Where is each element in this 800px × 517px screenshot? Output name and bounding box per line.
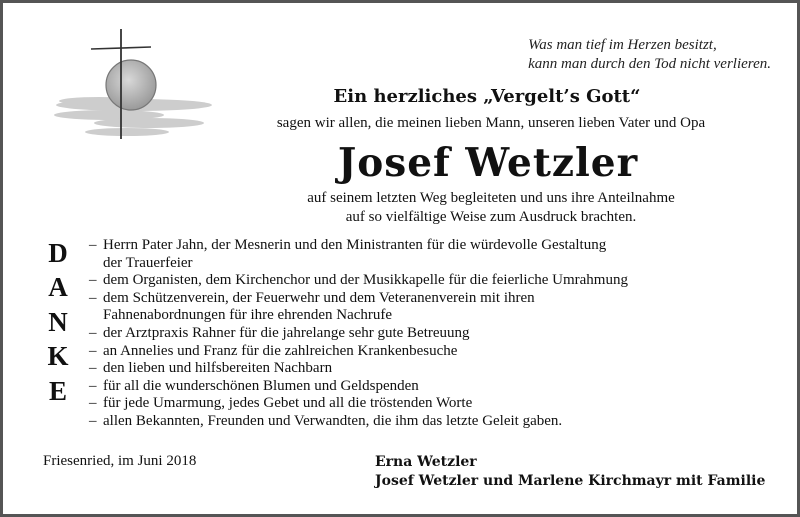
thanks-text: dem Organisten, dem Kirchenchor und der Musikkapelle für die feierliche Umrahmung — [103, 272, 628, 289]
thanks-text: der Arztpraxis Rahner für die jahrelange sehr gute Betreuung — [103, 324, 470, 341]
place-date: Friesenried, im Juni 2018 — [43, 453, 197, 469]
thanks-text: für jede Umarmung, jedes Gebet und all die tröstenden Worte — [103, 395, 473, 412]
thanks-text: der Trauerfeier — [103, 254, 193, 271]
thanks-list — [89, 237, 789, 431]
danke-letter: A — [48, 272, 68, 303]
thanks-text: dem Schützenverein, der Feuerwehr und dem Veteranenverein mit ihren — [103, 289, 535, 306]
danke-vertical — [41, 236, 75, 408]
accompaniment-line-1: auf seinem letzten Weg begleiteten und uns ihre Anteilnahme — [307, 190, 675, 206]
thanks-item — [89, 325, 789, 343]
thanks-item — [89, 272, 789, 290]
danke-letter: D — [48, 238, 68, 268]
signature-line-1: Erna Wetzler — [375, 454, 477, 470]
accompaniment-line-2: auf so vielfältige Weise zum Ausdruck brachten. — [345, 209, 637, 225]
thanks-text: Fahnenabordnungen für ihre ehrenden Nachrufe — [103, 307, 393, 324]
motto-line-1: Was man tief im Herzen besitzt, — [528, 37, 717, 53]
thanks-text: den lieben und hilfsbereiten Nachbarn — [103, 360, 333, 377]
signature-line-2: Josef Wetzler und Marlene Kirchmayr mit Familie — [375, 473, 766, 489]
thanks-item — [89, 360, 789, 378]
dash: – — [89, 342, 97, 359]
dash: – — [89, 289, 97, 306]
thanks-item — [89, 290, 789, 308]
motto-quote — [528, 36, 771, 74]
thanks-item-continuation — [89, 307, 789, 325]
dash: – — [89, 412, 97, 429]
headline: Ein herzliches „Vergelt’s Gott“ — [333, 86, 641, 107]
thanks-item — [89, 395, 789, 413]
dash: – — [89, 395, 97, 412]
thanks-item — [89, 237, 789, 255]
intro-text: sagen wir allen, die meinen lieben Mann, unseren lieben Vater und Opa — [276, 115, 706, 131]
danke-letter: K — [47, 341, 69, 372]
thanks-text: für all die wunderschönen Blumen und Geldspenden — [103, 377, 419, 394]
thanks-text: an Annelies und Franz für die zahlreichen Krankenbesuche — [103, 342, 458, 359]
thanks-item — [89, 413, 789, 431]
dash: – — [89, 377, 97, 394]
dash: – — [89, 272, 97, 289]
thanks-text: allen Bekannten, Freunden und Verwandten, die ihm das letzte Geleit gaben. — [103, 412, 563, 429]
danke-letter: N — [48, 306, 68, 337]
danke-letter: E — [48, 375, 67, 406]
thanks-item-continuation — [89, 255, 789, 273]
dash: – — [89, 360, 97, 377]
motto-line-2: kann man durch den Tod nicht verlieren. — [528, 56, 771, 72]
thanks-item — [89, 378, 789, 396]
thanks-item — [89, 343, 789, 361]
signatures — [375, 453, 765, 491]
accompaniment-text — [3, 189, 800, 227]
thanks-text: Herrn Pater Jahn, der Mesnerin und den Ministranten für die würdevolle Gestaltung — [103, 237, 607, 253]
dash: – — [89, 237, 97, 253]
deceased-name: Josef Wetzler — [337, 140, 639, 186]
dash: – — [89, 324, 97, 341]
